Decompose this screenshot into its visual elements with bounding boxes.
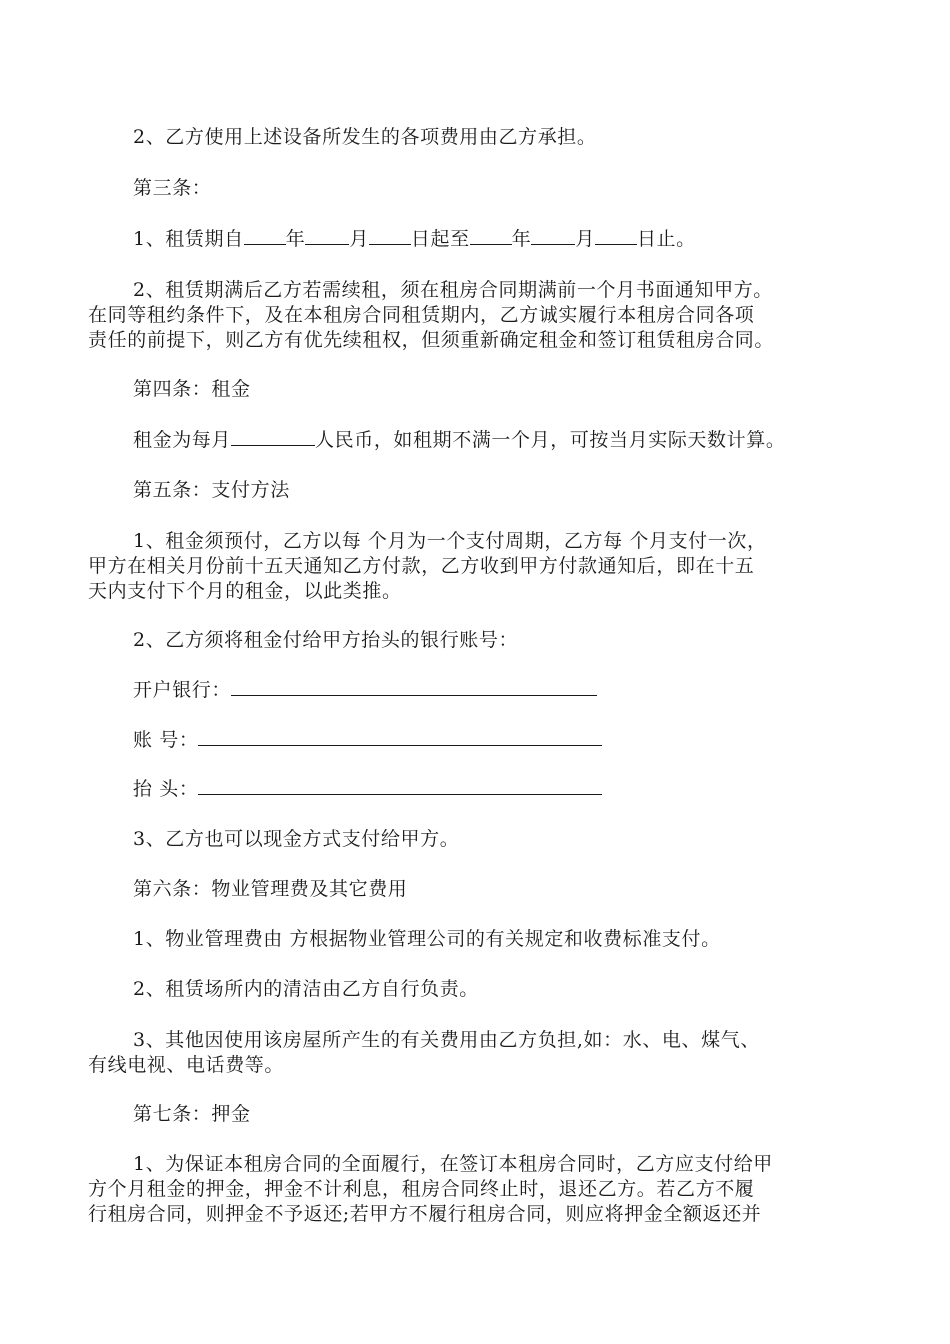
blank-end-month — [531, 226, 575, 245]
article-6-heading: 第六条：物业管理费及其它费用 — [133, 878, 408, 900]
renewal-line-2: 在同等租约条件下，及在本租房合同租赁期内，乙方诚实履行本租房合同各项 — [88, 304, 755, 326]
blank-start-month — [305, 226, 349, 245]
rent-amount-line: 租金为每月 人民币，如租期不满一个月，可按当月实际天数计算。 — [133, 429, 786, 451]
cleaning-line: 2、租赁场所内的清洁由乙方自行负责。 — [133, 978, 479, 1000]
property-fee-line: 1、物业管理费由 方根据物业管理公司的有关规定和收费标准支付。 — [133, 928, 721, 950]
blank-account-number — [198, 727, 602, 746]
blank-end-year — [470, 226, 512, 245]
cash-payment-line: 3、乙方也可以现金方式支付给甲方。 — [133, 828, 460, 850]
deposit-line-2: 方个月租金的押金，押金不计利息，租房合同终止时，退还乙方。若乙方不履 — [88, 1178, 755, 1200]
blank-start-year — [244, 226, 286, 245]
bank-account-intro: 2、乙方须将租金付给甲方抬头的银行账号： — [133, 629, 519, 651]
deposit-line-3: 行租房合同，则押金不予返还;若甲方不履行租房合同，则应将押金全额返还并 — [88, 1203, 762, 1225]
other-costs-line-1: 3、其他因使用该房屋所产生的有关费用由乙方负担,如：水、电、煤气、 — [133, 1029, 760, 1051]
blank-end-day — [595, 226, 637, 245]
blank-monthly-rent — [231, 427, 315, 446]
article-7-heading: 第七条：押金 — [133, 1103, 251, 1125]
article-5-heading: 第五条：支付方法 — [133, 479, 290, 501]
clause-2-2-equipment-costs: 2、乙方使用上述设备所发生的各项费用由乙方承担。 — [133, 126, 597, 148]
blank-bank-name — [231, 677, 597, 696]
prepayment-line-3: 天内支付下个月的租金，以此类推。 — [88, 580, 402, 602]
other-costs-line-2: 有线电视、电话费等。 — [88, 1054, 285, 1076]
blank-account-holder — [198, 776, 602, 795]
account-holder-line: 抬 头： — [133, 776, 602, 802]
article-3-heading: 第三条： — [133, 177, 212, 199]
prepayment-line-1: 1、租金须预付，乙方以每 个月为一个支付周期，乙方每 个月支付一次， — [133, 530, 767, 552]
blank-start-day — [369, 226, 411, 245]
prepayment-line-2: 甲方在相关月份前十五天通知乙方付款，乙方收到甲方付款通知后，即在十五 — [88, 555, 755, 577]
article-4-heading: 第四条：租金 — [133, 378, 251, 400]
bank-name-line: 开户银行： — [133, 677, 597, 703]
renewal-line-1: 2、租赁期满后乙方若需续租，须在租房合同期满前一个月书面通知甲方。 — [133, 279, 773, 301]
lease-period-line: 1、租赁期自 年 月 日起至 年 月 日止。 — [133, 228, 696, 250]
deposit-line-1: 1、为保证本租房合同的全面履行，在签订本租房合同时，乙方应支付给甲 — [133, 1153, 773, 1175]
account-number-line: 账 号： — [133, 727, 602, 753]
renewal-line-3: 责任的前提下，则乙方有优先续租权，但须重新确定租金和签订租赁租房合同。 — [88, 329, 775, 351]
